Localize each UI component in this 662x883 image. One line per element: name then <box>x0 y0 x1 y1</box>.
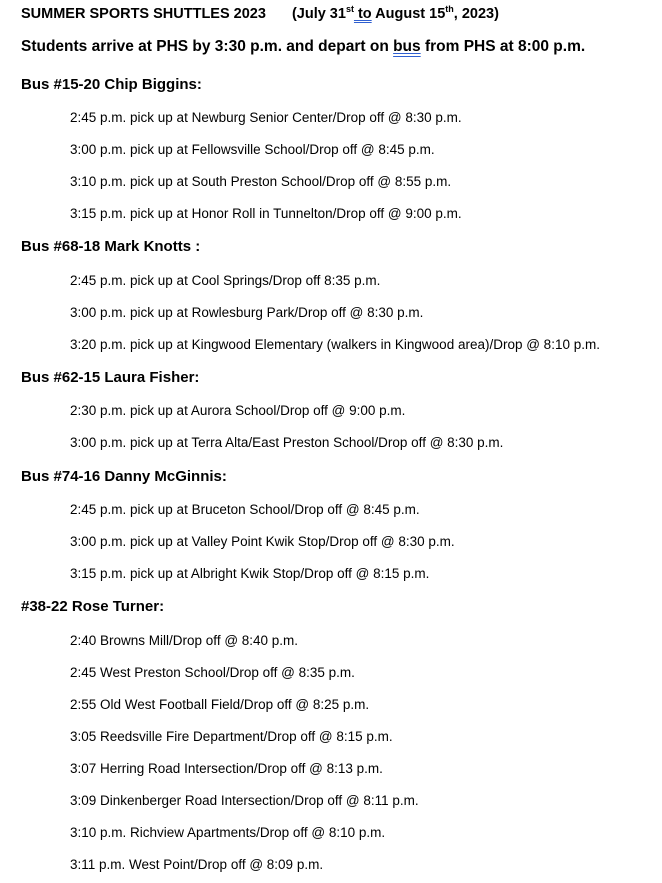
section-heading: Bus #68-18 Mark Knotts : <box>21 238 201 255</box>
section-heading: Bus #74-16 Danny McGinnis: <box>21 468 227 485</box>
schedule-item: 3:00 p.m. pick up at Fellowsville School/Drop off @ 8:45 p.m. <box>70 142 435 157</box>
schedule-item: 2:30 p.m. pick up at Aurora School/Drop off @ 9:00 p.m. <box>70 403 406 418</box>
schedule-item: 3:20 p.m. pick up at Kingwood Elementary (walkers in Kingwood area)/Drop @ 8:10 p.m. <box>70 337 600 352</box>
title-date-start: (July 31 <box>291 6 346 22</box>
schedule-item: 3:00 p.m. pick up at Valley Point Kwik Stop/Drop off @ 8:30 p.m. <box>70 534 455 549</box>
schedule-item: 3:09 Dinkenberger Road Intersection/Drop off @ 8:11 p.m. <box>70 793 419 808</box>
section-heading: #38-22 Rose Turner: <box>21 598 165 615</box>
title-main: SUMMER SPORTS SHUTTLES 2023 <box>21 6 266 22</box>
schedule-item: 3:11 p.m. West Point/Drop off @ 8:09 p.m. <box>70 857 324 872</box>
document-title <box>21 4 499 22</box>
schedule-item: 2:45 p.m. pick up at Newburg Senior Center/Drop off @ 8:30 p.m. <box>70 110 462 125</box>
schedule-item: 3:10 p.m. pick up at South Preston School/Drop off @ 8:55 p.m. <box>70 174 452 189</box>
title-superscript-th: th <box>445 4 454 14</box>
schedule-item: 3:15 p.m. pick up at Albright Kwik Stop/Drop off @ 8:15 p.m. <box>70 566 430 581</box>
schedule-item: 2:45 West Preston School/Drop off @ 8:35 p.m. <box>70 665 355 680</box>
schedule-item: 3:15 p.m. pick up at Honor Roll in Tunnelton/Drop off @ 9:00 p.m. <box>70 206 462 221</box>
arrival-bus-word: bus <box>393 38 421 55</box>
schedule-item: 2:40 Browns Mill/Drop off @ 8:40 p.m. <box>70 633 299 648</box>
schedule-item: 3:00 p.m. pick up at Rowlesburg Park/Drop off @ 8:30 p.m. <box>70 305 424 320</box>
section-heading: Bus #15-20 Chip Biggins: <box>21 76 202 93</box>
schedule-item: 2:55 Old West Football Field/Drop off @ 8:25 p.m. <box>70 697 370 712</box>
schedule-item: 3:10 p.m. Richview Apartments/Drop off @ 8:10 p.m. <box>70 825 386 840</box>
schedule-item: 3:07 Herring Road Intersection/Drop off @ 8:13 p.m. <box>70 761 383 776</box>
schedule-item: 2:45 p.m. pick up at Bruceton School/Drop off @ 8:45 p.m. <box>70 502 420 517</box>
schedule-item: 3:00 p.m. pick up at Terra Alta/East Preston School/Drop off @ 8:30 p.m. <box>70 435 504 450</box>
arrival-statement: Students arrive at PHS by 3:30 p.m. and depart on bus from PHS at 8:00 p.m. <box>21 38 586 55</box>
section-heading: Bus #62-15 Laura Fisher: <box>21 369 200 386</box>
schedule-item: 2:45 p.m. pick up at Cool Springs/Drop off 8:35 p.m. <box>70 273 381 288</box>
title-date-end: August 15 <box>371 6 446 22</box>
schedule-item: 3:05 Reedsville Fire Department/Drop off @ 8:15 p.m. <box>70 729 393 744</box>
title-superscript-st: st <box>345 4 354 14</box>
title-year: , 2023) <box>453 6 499 22</box>
title-to: to <box>353 6 372 22</box>
